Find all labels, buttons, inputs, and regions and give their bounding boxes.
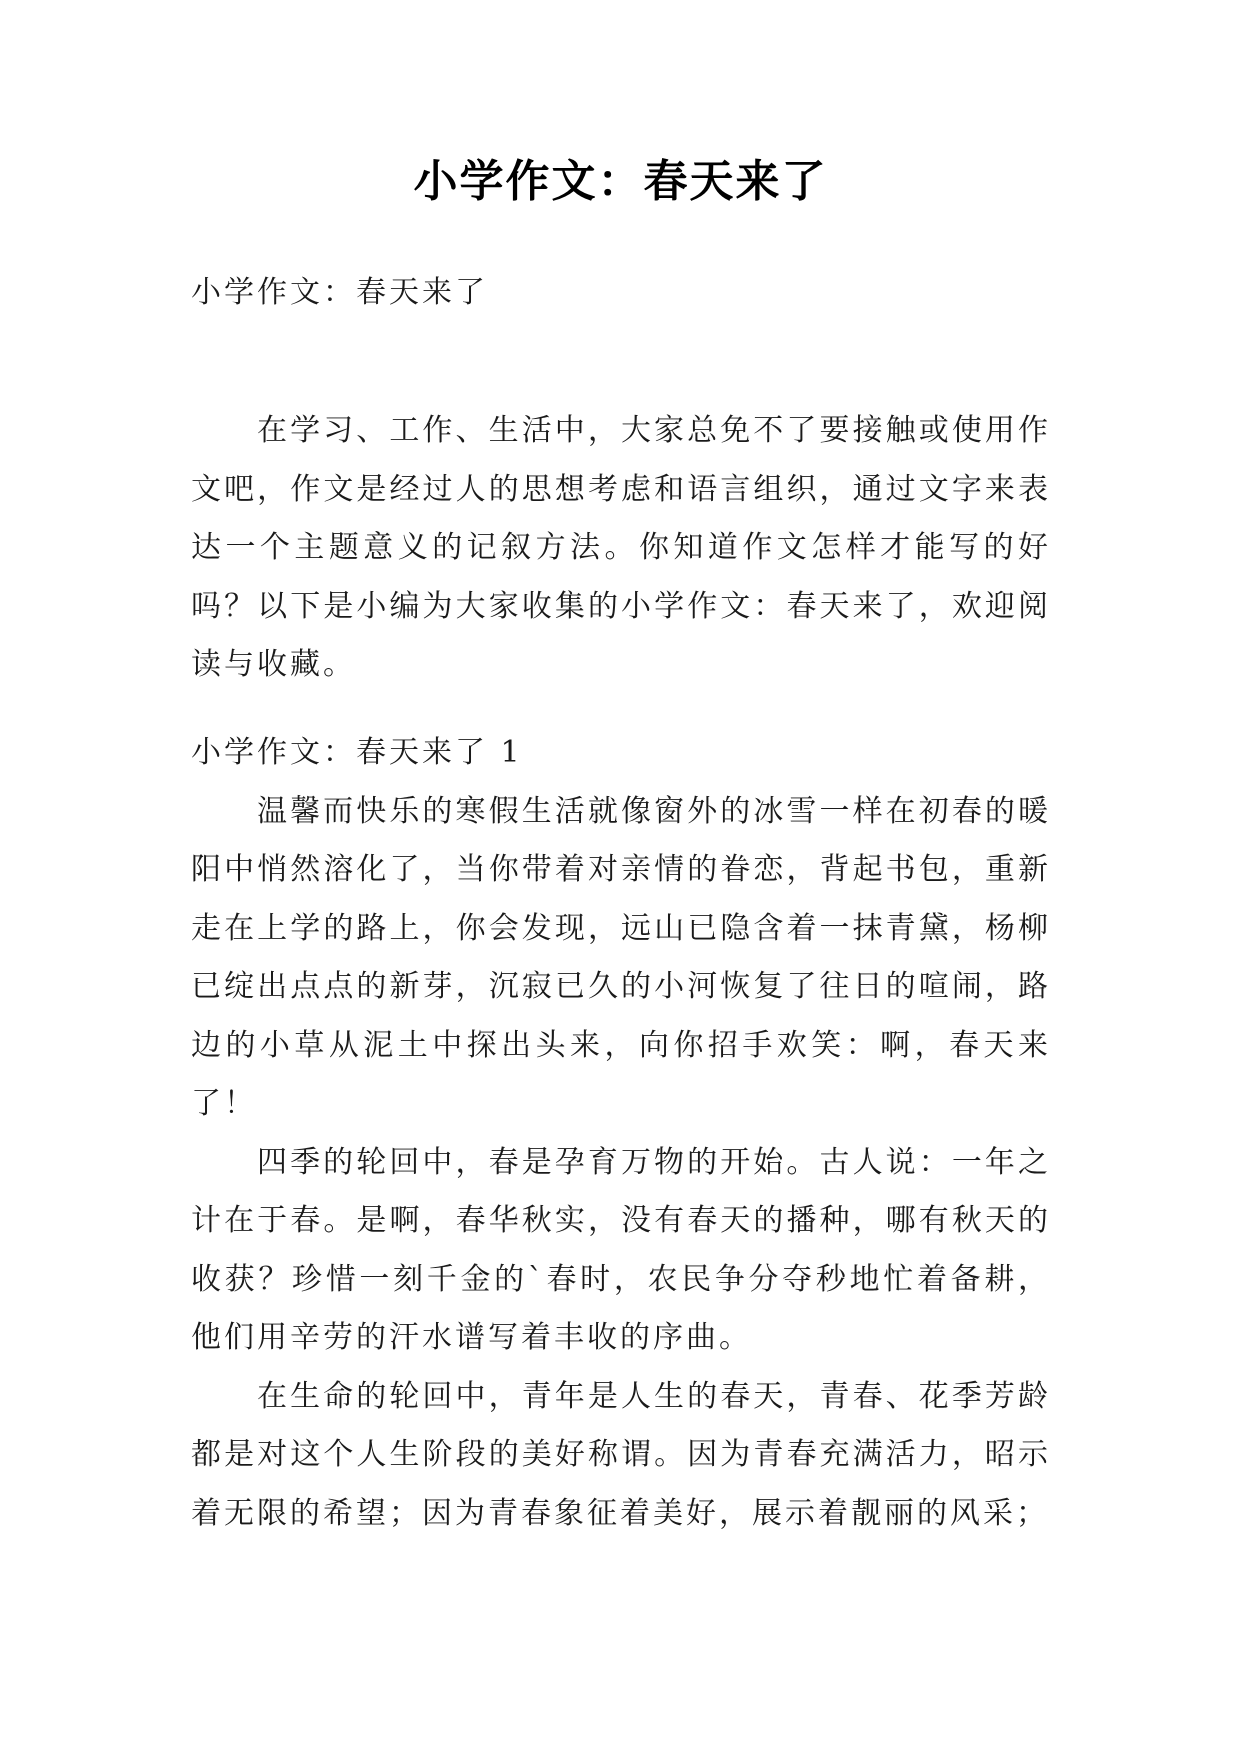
intro-paragraph: 在学习、工作、生活中，大家总免不了要接触或使用作文吧，作文是经过人的思想考虑和语言组织，通过文字来表达一个主题意义的记叙方法。你知道作文怎样才能写的好吗？以下是小编为大家收集的小学作文：春天来了，欢迎阅读与收藏。	[191, 413, 1051, 682]
intro-block	[191, 402, 1051, 695]
document-subtitle	[191, 264, 1051, 323]
essay-paragraph: 在生命的轮回中，青年是人生的春天，青春、花季芳龄都是对这个人生阶段的美好称谓。因为青春充满活力，昭示着无限的希望；因为青春象征着美好，展示着靓丽的风采；	[191, 1378, 1051, 1531]
essay-paragraph: 温馨而快乐的寒假生活就像窗外的冰雪一样在初春的暖阳中悄然溶化了，当你带着对亲情的眷恋，背起书包，重新走在上学的路上，你会发现，远山已隐含着一抹青黛，杨柳已绽出点点的新芽，沉寂已久的小河恢复了往日的喧闹，路边的小草从泥土中探出头来，向你招手欢笑：啊，春天来了！	[191, 793, 1051, 1121]
subtitle-text: 小学作文：春天来了	[191, 275, 488, 310]
document-title: 小学作文：春天来了	[413, 156, 828, 207]
essay-paragraph: 四季的轮回中，春是孕育万物的开始。古人说：一年之计在于春。是啊，春华秋实，没有春天的播种，哪有秋天的收获？珍惜一刻千金的`春时，农民争分夺秒地忙着备耕，他们用辛劳的汗水谱写着丰收的序曲。	[191, 1144, 1051, 1355]
essay-section	[191, 724, 1051, 1543]
section-heading: 小学作文：春天来了 1	[191, 735, 523, 770]
